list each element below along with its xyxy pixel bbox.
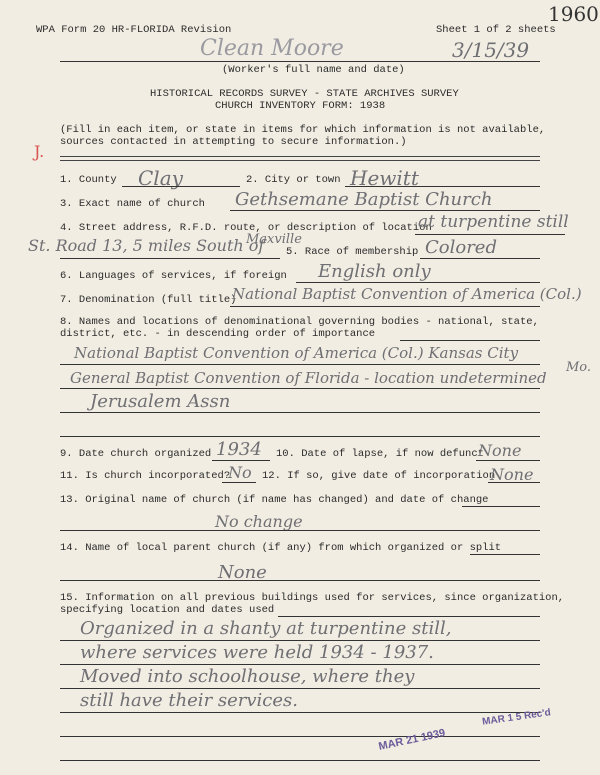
q11-line: [222, 482, 256, 483]
sheet-count: Sheet 1 of 2 sheets: [436, 24, 556, 36]
received-stamp-1: MAR 21 1939: [377, 727, 447, 753]
q15-line-4: [60, 712, 540, 713]
double-rule-top: [60, 156, 540, 157]
q14-line: [60, 580, 540, 581]
form-subtitle: CHURCH INVENTORY FORM: 1938: [215, 100, 386, 112]
q4-value-c: Maxville: [246, 232, 302, 247]
q5-line: [420, 258, 540, 259]
q2-label: 2. City or town: [246, 174, 341, 186]
q9-label: 9. Date church organized: [60, 448, 212, 460]
q3-line: [230, 210, 540, 211]
q6-line: [296, 282, 540, 283]
q8-line-1: [60, 364, 540, 365]
q13-line-0: [462, 506, 540, 507]
received-stamp-2: MAR 1 5 Rec'd: [481, 707, 552, 728]
q1-label: 1. County: [60, 174, 117, 186]
q8-value-1b: Mo.: [566, 360, 592, 375]
q9-line: [212, 460, 270, 461]
q15-line-3: [60, 688, 540, 689]
q4-value-a: at turpentine still: [418, 212, 569, 232]
q8-value-3: Jerusalem Assn: [90, 391, 231, 412]
q10-value: None: [478, 441, 522, 460]
q1-line: [122, 186, 240, 187]
q11-label: 11. Is church incorporated?: [60, 470, 231, 482]
q11-value: No: [228, 463, 252, 482]
double-rule-bottom: [60, 160, 540, 161]
q7-line: [230, 306, 540, 307]
q12-label: 12. If so, give date of incorporation: [262, 470, 496, 482]
q4-line-2: [60, 258, 280, 259]
q13-value: No change: [215, 512, 303, 531]
q8-label-1: 8. Names and locations of denominational governing bodies - national, state,: [60, 316, 539, 328]
q6-value: English only: [318, 261, 431, 282]
q15-value-2: where services were held 1934 - 1937.: [80, 642, 434, 663]
q15-value-1: Organized in a shanty at turpentine still,: [80, 618, 452, 639]
q12-value: None: [490, 465, 534, 484]
q3-value: Gethsemane Baptist Church: [235, 189, 493, 210]
q15-label-2: specifying location and dates used: [60, 604, 275, 616]
q15-value-3: Moved into schoolhouse, where they: [80, 666, 415, 687]
worker-name: Clean Moore: [200, 36, 344, 61]
form-id: WPA Form 20 HR-FLORIDA Revision: [36, 24, 232, 36]
q2-value: Hewitt: [350, 166, 419, 190]
q7-label: 7. Denomination (full title): [60, 294, 237, 306]
q8-value-1: National Baptist Convention of America (Col.) Kansas City: [74, 344, 519, 362]
q6-label: 6. Languages of services, if foreign: [60, 270, 287, 282]
q15-line-2: [60, 664, 540, 665]
q15-value-4: still have their services.: [80, 690, 299, 711]
q3-label: 3. Exact name of church: [60, 198, 205, 210]
q8-line-2: [60, 388, 540, 389]
q8-line-3: [60, 412, 540, 413]
q4-value-b: St. Road 13, 5 miles South of: [28, 236, 265, 255]
q10-label: 10. Date of lapse, if now defunct: [276, 448, 484, 460]
corner-number: 1960: [548, 2, 599, 26]
form-title: HISTORICAL RECORDS SURVEY - STATE ARCHIVES SURVEY: [150, 88, 459, 100]
q4-label: 4. Street address, R.F.D. route, or description of location: [60, 222, 432, 234]
q15-line-1: [60, 640, 540, 641]
q2-line: [345, 186, 540, 187]
q12-line: [488, 482, 540, 483]
q8-label-2: district, etc. - in descending order of importance: [60, 328, 376, 340]
worker-caption: (Worker's full name and date): [222, 64, 405, 76]
q10-line: [476, 460, 540, 461]
q14-value: None: [218, 562, 267, 583]
q7-value: National Baptist Convention of America (Col.): [232, 285, 582, 303]
worker-date: 3/15/39: [452, 38, 530, 62]
q8-line-4: [60, 436, 540, 437]
q15-label-1: 15. Information on all previous buildings used for services, since organization,: [60, 592, 565, 604]
q8-line-0: [400, 340, 540, 341]
instructions-line1: (Fill in each item, or state in items for which information is not available,: [60, 124, 546, 136]
q5-label: 5. Race of membership: [286, 246, 419, 258]
q1-value: Clay: [138, 166, 183, 190]
q15-line-6: [60, 760, 540, 761]
q15-line-5: [60, 736, 540, 737]
q13-line: [60, 530, 540, 531]
q5-value: Colored: [425, 237, 497, 258]
q8-value-2: General Baptist Convention of Florida - location undetermined: [70, 369, 547, 387]
q14-line-0: [470, 554, 540, 555]
q15-line-0: [278, 616, 540, 617]
q14-label: 14. Name of local parent church (if any) from which organized or split: [60, 542, 502, 554]
margin-mark: J.: [34, 142, 45, 161]
instructions-line2: sources contacted in attempting to secure information.): [60, 136, 407, 148]
q13-label: 13. Original name of church (if name has changed) and date of change: [60, 494, 489, 506]
q4-line: [415, 234, 565, 235]
q9-value: 1934: [216, 439, 262, 460]
worker-line: [60, 61, 540, 62]
